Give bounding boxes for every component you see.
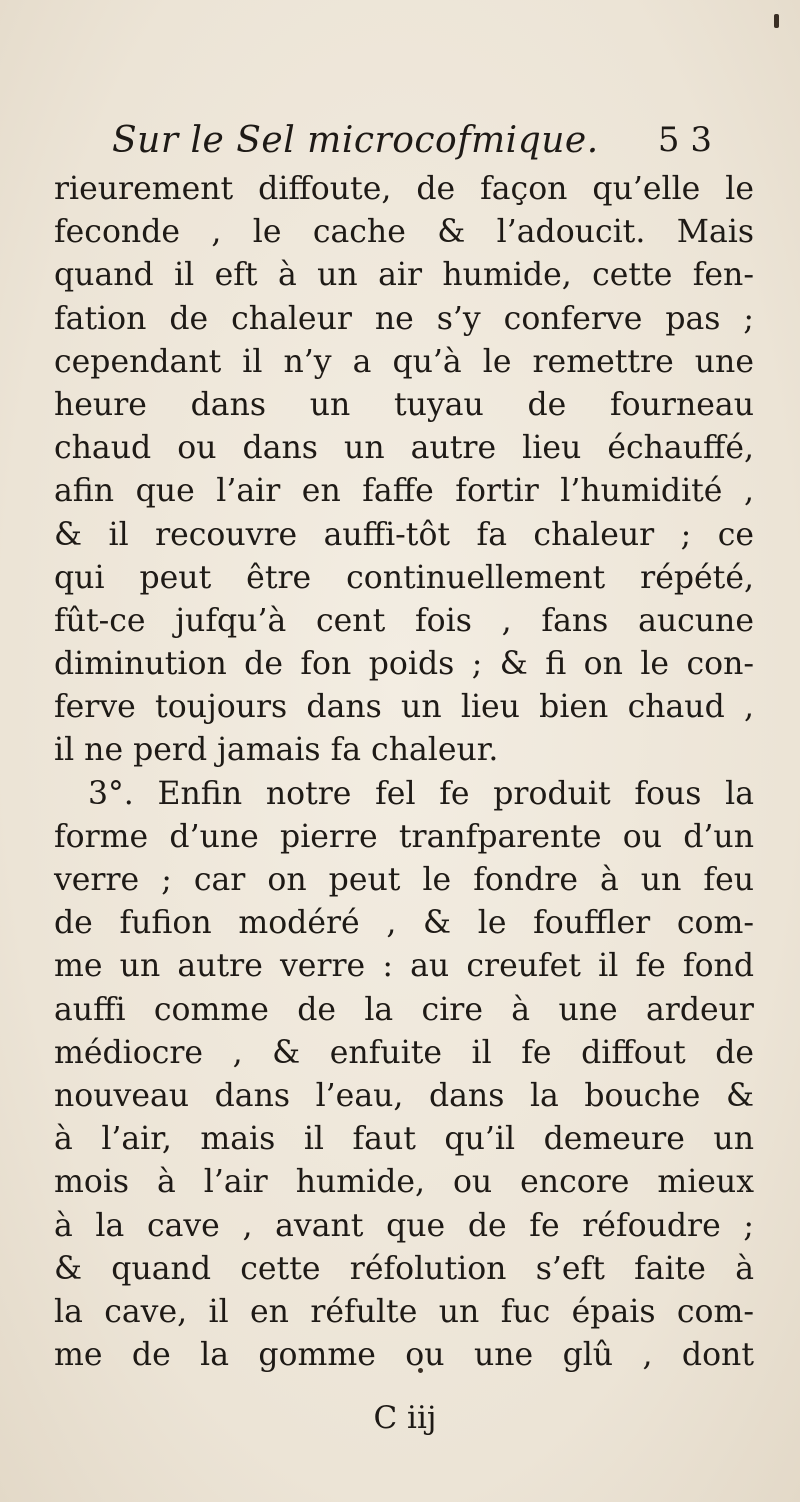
text-line: qui peut être continuellement répété, — [54, 559, 754, 596]
page-number: 5 3 — [657, 120, 712, 160]
ink-speck — [774, 14, 779, 28]
signature-mark: C iij — [373, 1400, 437, 1436]
text-line: quand il eft à un air humide, cette fen- — [54, 257, 754, 294]
text-line: médiocre , & enfuite il fe diffout de — [54, 1034, 754, 1071]
text-line: rieurement diffoute, de façon qu’elle le — [54, 171, 754, 207]
text-line: forme d’une pierre tranfparente ou d’un — [54, 818, 754, 855]
text-line: me un autre verre : au creufet il fe fond — [54, 948, 754, 985]
running-title: Sur le Sel microcofmique. — [112, 120, 599, 161]
text-line: à l’air, mais il faut qu’il demeure un — [54, 1121, 754, 1158]
text-line: de fufion modéré , & le fouffler com- — [54, 905, 754, 942]
text-line: diminution de fon poids ; & fi on le con- — [54, 646, 754, 683]
body-text — [54, 168, 754, 1377]
text-line: il ne perd jamais fa chaleur. — [54, 732, 499, 769]
text-line: heure dans un tuyau de fourneau — [54, 386, 754, 423]
text-line: afin que l’air en faffe fortir l’humidité , — [54, 473, 754, 510]
text-line: fation de chaleur ne s’y conferve pas ; — [54, 300, 754, 337]
text-line: à la cave , avant que de fe réfoudre ; — [54, 1207, 754, 1244]
page-header — [112, 120, 712, 170]
text-line: nouveau dans l’eau, dans la bouche & — [54, 1077, 754, 1114]
text-line: 3°. Enfin notre fel fe produit fous la — [88, 775, 754, 812]
text-line: ferve toujours dans un lieu bien chaud , — [54, 689, 754, 726]
text-line: & quand cette réfolution s’eft faite à — [54, 1250, 754, 1287]
text-line: la cave, il en réfulte un fuc épais com- — [54, 1293, 754, 1330]
text-line: fût-ce jufqu’à cent fois , fans aucune — [54, 602, 754, 639]
text-line: cependant il n’y a qu’à le remettre une — [54, 343, 754, 380]
text-line: mois à l’air humide, ou encore mieux — [54, 1164, 754, 1201]
text-line: & il recouvre auffi-tôt fa chaleur ; ce — [54, 516, 754, 553]
text-line: chaud ou dans un autre lieu échauffé, — [54, 430, 754, 467]
text-line: verre ; car on peut le fondre à un feu — [54, 862, 754, 898]
text-line: feconde , le cache & l’adoucit. Mais — [54, 214, 754, 251]
text-line: me de la gomme ou une glû , dont — [54, 1337, 754, 1374]
text-line: auffi comme de la cire à une ardeur — [54, 991, 754, 1028]
